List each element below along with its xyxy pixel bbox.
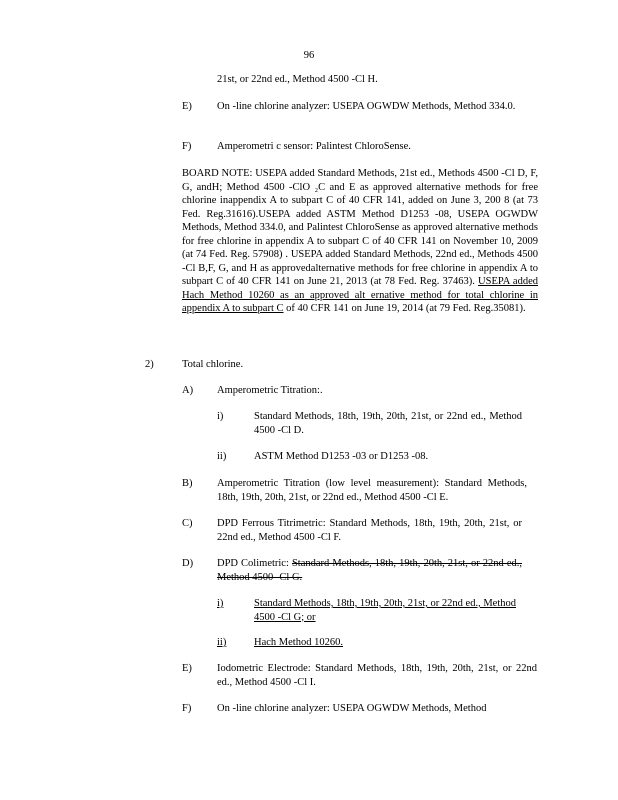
subitem-label-d-ii: ii) [217,637,227,648]
continued-line: 21st, or 22nd ed., Method 4500 -Cl H. [217,74,378,85]
item-text-d [217,557,522,584]
item-text-d-prefix: DPD Colimetric: [217,558,289,569]
item-label-f-total: F) [182,703,192,714]
item-text-e-total: Iodometric Electrode: Standard Methods, 18th, 19th, 20th, 21st, or 22nd ed., Method 4500 -Cl I. [217,663,537,688]
section-label-2: 2) [145,359,154,370]
subitem-text-d-i [254,597,516,624]
section-title-total-chlorine: Total chlorine. [182,359,244,370]
item-text-b: Amperometric Titration (low level measurement): Standard Methods, 18th, 19th, 20th, 21st, or 22nd ed., Method 4500 -Cl E. [217,478,527,503]
subitem-text-a-ii: ASTM Method D1253 -03 or D1253 -08. [254,451,429,462]
item-label-e-total: E) [182,663,192,674]
subitem-label-a-i: i) [217,411,224,422]
item-label-d: D) [182,558,194,569]
item-label-e: E) [182,101,192,112]
page-number: 96 [303,50,315,61]
item-text-f-total: On -line chlorine analyzer: USEPA OGWDW Methods, Method [217,703,487,714]
item-label-f: F) [182,141,192,152]
item-text-d-struck: Standard Methods, 18th, 19th, 20th, 21st, or 22nd ed., Method 4500 -Cl G. [217,558,522,583]
subitem-text-a-i: Standard Methods, 18th, 19th, 20th, 21st, or 22nd ed., Method 4500 -Cl D. [254,411,522,436]
subitem-text-d-i-underlined: Standard Methods, 18th, 19th, 20th, 21st, or 22nd ed., Method 4500 -Cl G; or [254,598,516,623]
board-note-tail: of 40 CFR 141 on June 19, 2014 (at 79 Fed. Reg.35081). [286,303,526,314]
board-note-text: BOARD NOTE: USEPA added Standard Methods, 21st ed., Methods 4500 -Cl D, F, G, andH; Method 4500 -ClO ₂C and E as approved alternative methods for free chlorine inappendix A to subpart C of 40 CFR 141, added on June 3, 200 8 (at 73 Fed. Reg.31616).USEPA added ASTM Method D1253 -08, USEPA OGWDW Methods, Method 334.0, and Palintest ChloroSense as approved alternative methods for free chlorine in appendix A to subpart C of 40 CFR 141 on November 10, 2009 (at 74 Fed. Reg. 57908) . USEPA added Standard Methods, 22nd ed., Methods 4500 -Cl B,F, G, and H as approvedalternative methods for free chlorine in appendix A to subpart C of 40 CFR 141 on June 21, 2013 (at 78 Fed. Reg. 37463). [182,168,538,287]
item-text-c: DPD Ferrous Titrimetric: Standard Methods, 18th, 19th, 20th, 21st, or 22nd ed., Method 4500 -Cl F. [217,518,522,543]
subitem-text-d-ii-underlined: Hach Method 10260. [254,637,343,648]
item-text-f: Amperometri c sensor: Palintest ChloroSense. [217,141,411,152]
item-label-a: A) [182,385,194,396]
item-label-c: C) [182,518,193,529]
subitem-label-d-i: i) [217,598,224,609]
board-note-underlined-amendment: USEPA added Hach Method 10260 as an approved alt ernative method for total chlorine in appendix A to subpart C [182,276,538,314]
item-label-b: B) [182,478,193,489]
item-text-a: Amperometric Titration:. [217,385,323,396]
subitem-label-a-ii: ii) [217,451,227,462]
subitem-text-d-ii [254,636,516,650]
item-text-e: On -line chlorine analyzer: USEPA OGWDW Methods, Method 334.0. [217,101,516,112]
board-note [182,167,538,316]
